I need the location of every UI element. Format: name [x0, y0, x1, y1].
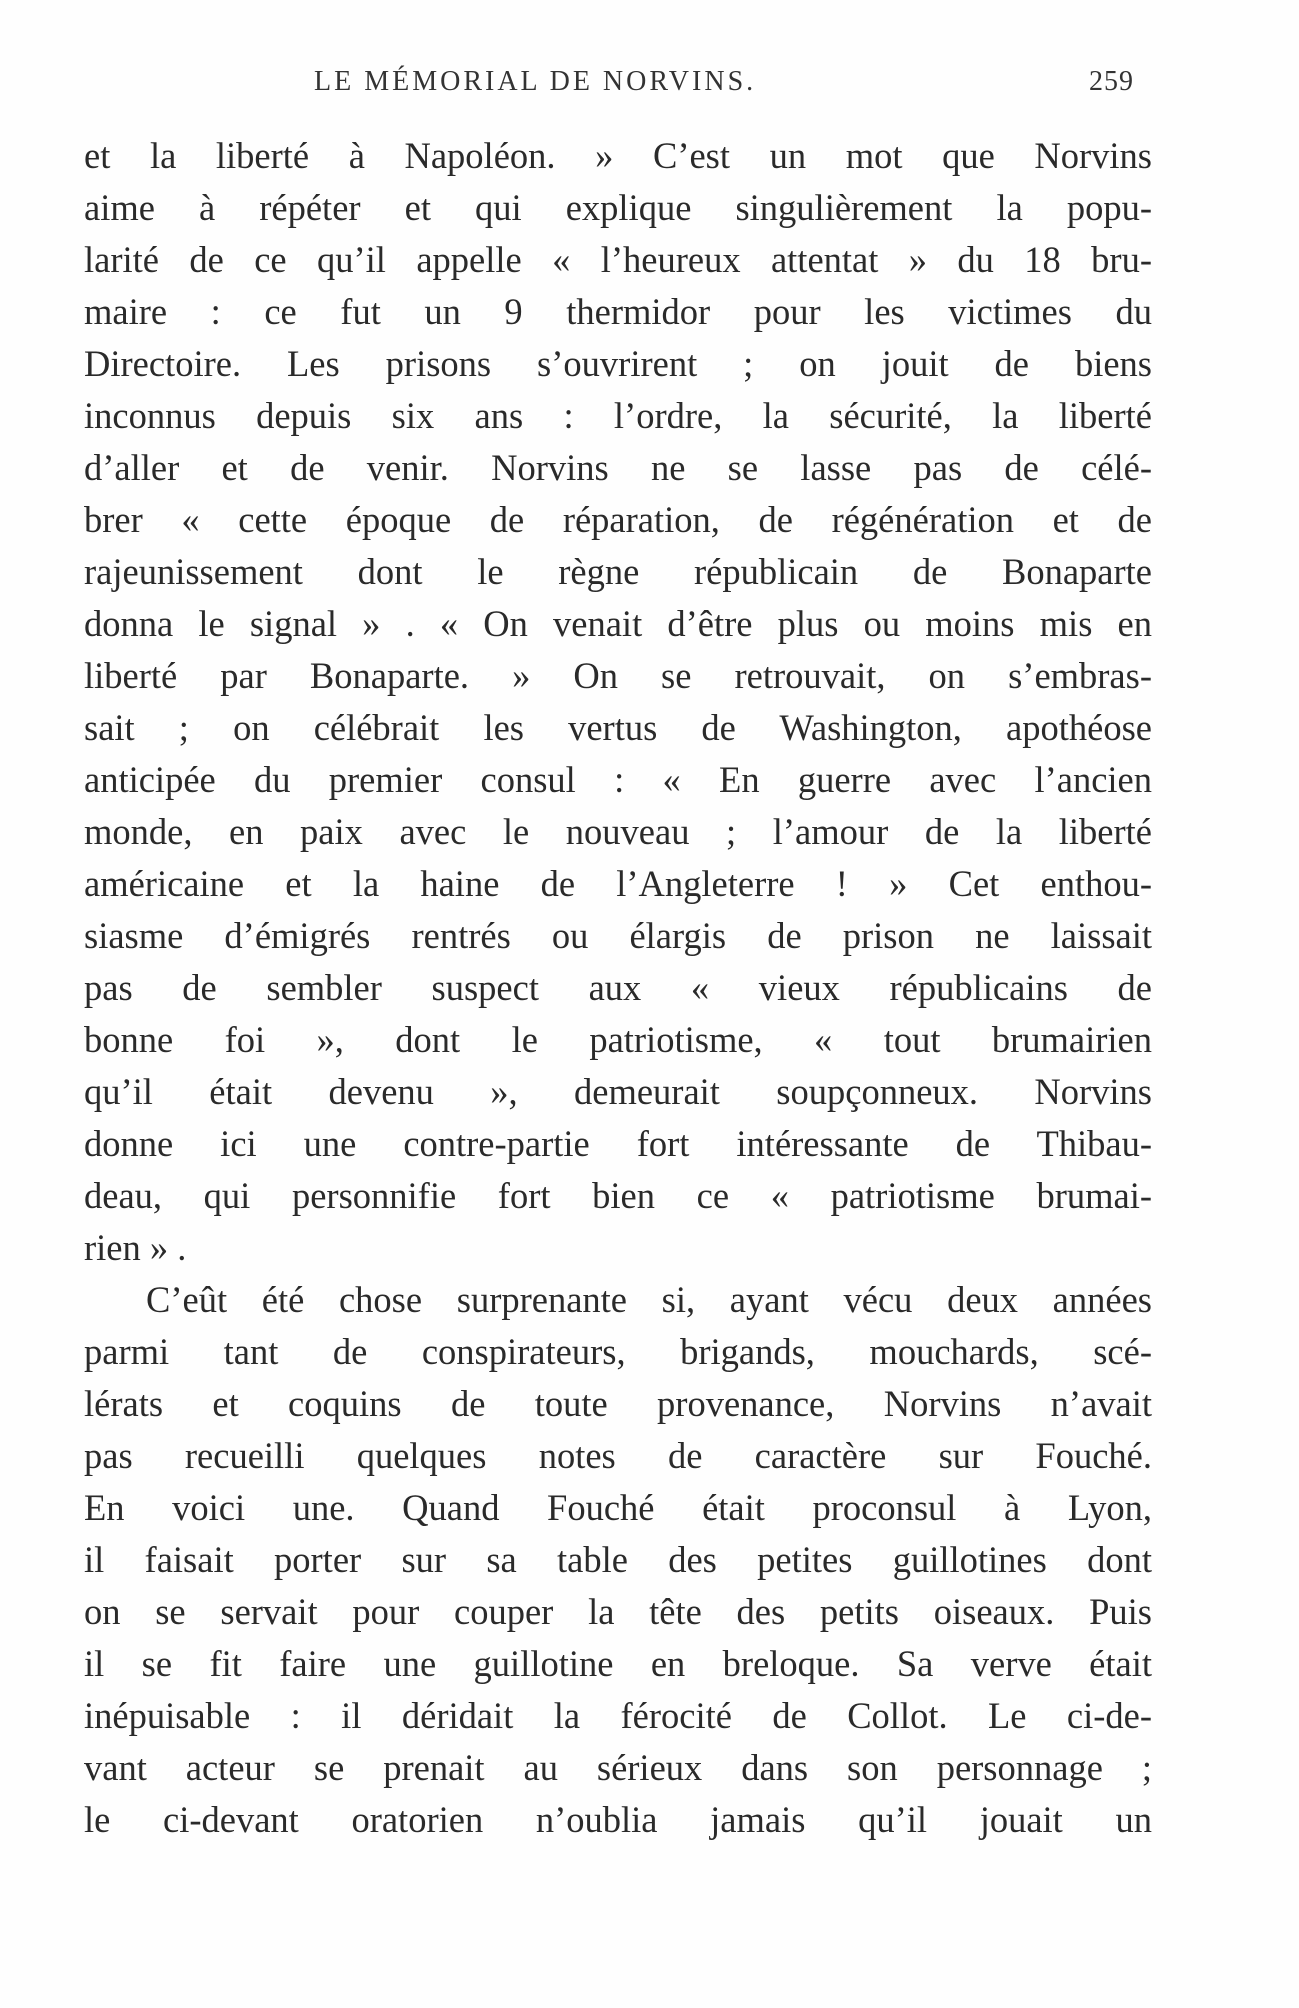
- text-line: aime à répéter et qui explique singulièrement la popu-: [84, 187, 1152, 228]
- text-line: bonne foi », dont le patriotisme, « tout brumairien: [84, 1019, 1152, 1060]
- paragraph: [84, 1274, 1152, 1846]
- text-line: pas recueilli quelques notes de caractère sur Fouché.: [84, 1435, 1152, 1476]
- text-line: donna le signal » . « On venait d’être plus ou moins mis en: [84, 603, 1152, 644]
- text-line: américaine et la haine de l’Angleterre ! » Cet enthou-: [84, 863, 1152, 904]
- text-line: Directoire. Les prisons s’ouvrirent ; on jouit de biens: [84, 343, 1152, 384]
- running-head: [84, 66, 1134, 106]
- text-line: deau, qui personnifie fort bien ce « patriotisme brumai-: [84, 1175, 1152, 1216]
- text-line: qu’il était devenu », demeurait soupçonneux. Norvins: [84, 1071, 1152, 1112]
- text-line: le ci-devant oratorien n’oublia jamais qu’il jouait un: [84, 1799, 1152, 1840]
- text-line: siasme d’émigrés rentrés ou élargis de prison ne laissait: [84, 915, 1152, 956]
- body-text: [84, 130, 1152, 1846]
- paragraph: [84, 130, 1152, 1274]
- text-line: on se servait pour couper la tête des petits oiseaux. Puis: [84, 1591, 1152, 1632]
- text-line: C’eût été chose surprenante si, ayant vécu deux années: [146, 1279, 1152, 1320]
- text-line: donne ici une contre-partie fort intéressante de Thibau-: [84, 1123, 1152, 1164]
- text-line: monde, en paix avec le nouveau ; l’amour de la liberté: [84, 811, 1152, 852]
- text-line: larité de ce qu’il appelle « l’heureux attentat » du 18 bru-: [84, 239, 1152, 280]
- text-line: il faisait porter sur sa table des petites guillotines dont: [84, 1539, 1152, 1580]
- text-line: parmi tant de conspirateurs, brigands, mouchards, scé-: [84, 1331, 1152, 1372]
- text-line: vant acteur se prenait au sérieux dans son personnage ;: [84, 1747, 1152, 1788]
- text-line: il se fit faire une guillotine en breloque. Sa verve était: [84, 1643, 1152, 1684]
- text-line: rajeunissement dont le règne républicain de Bonaparte: [84, 551, 1152, 592]
- text-line: maire : ce fut un 9 thermidor pour les victimes du: [84, 291, 1152, 332]
- text-line: inépuisable : il déridait la férocité de Collot. Le ci-de-: [84, 1695, 1152, 1736]
- text-line: inconnus depuis six ans : l’ordre, la sécurité, la liberté: [84, 395, 1152, 436]
- text-line: anticipée du premier consul : « En guerre avec l’ancien: [84, 759, 1152, 800]
- text-line: rien » .: [84, 1227, 187, 1268]
- text-line: d’aller et de venir. Norvins ne se lasse pas de célé-: [84, 447, 1152, 488]
- text-line: sait ; on célébrait les vertus de Washington, apothéose: [84, 707, 1152, 748]
- page-number: 259: [1089, 66, 1134, 97]
- text-line: brer « cette époque de réparation, de régénération et de: [84, 499, 1152, 540]
- text-line: pas de sembler suspect aux « vieux républicains de: [84, 967, 1152, 1008]
- text-line: lérats et coquins de toute provenance, Norvins n’avait: [84, 1383, 1152, 1424]
- text-line: liberté par Bonaparte. » On se retrouvait, on s’embras-: [84, 655, 1152, 696]
- text-line: et la liberté à Napoléon. » C’est un mot que Norvins: [84, 135, 1152, 176]
- text-line: En voici une. Quand Fouché était proconsul à Lyon,: [84, 1487, 1152, 1528]
- running-title: LE MÉMORIAL DE NORVINS.: [314, 66, 757, 97]
